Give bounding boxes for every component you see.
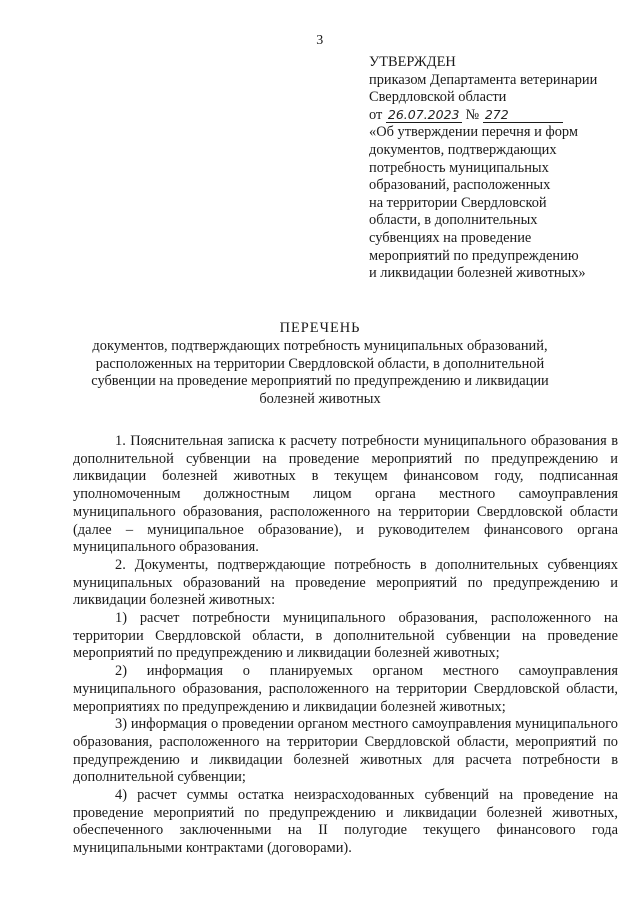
approval-subject-line: потребность муниципальных — [369, 159, 549, 176]
number-sign: № — [465, 106, 480, 123]
handwritten-number: 272 — [483, 108, 563, 123]
approval-subject-line: на территории Свердловской — [369, 194, 547, 211]
list-item-2: 2) информация о планируемых органом местного самоуправления муниципального образования, расположенного на территории Свердловской области, мероприятиях по предупреждению и ликвидации болезней животных; — [73, 663, 618, 715]
approval-block — [369, 54, 619, 283]
handwritten-date: 26.07.2023 — [386, 108, 462, 123]
heading-subtitle-line: субвенции на проведение мероприятий по предупреждению и ликвидации — [91, 373, 549, 390]
approval-title: УТВЕРЖДЕН — [369, 54, 456, 70]
document-heading — [70, 320, 570, 408]
approval-subject-line: образований, расположенных — [369, 177, 551, 194]
list-item-3: 3) информация о проведении органом местного самоуправления муниципального образования, расположенного на территории Свердловской области, мероприятий по предупреждению и ликвидации болезней животных для расчета потребности в дополнительной субвенции; — [73, 716, 618, 786]
heading-subtitle-line: болезней животных — [259, 390, 381, 407]
approval-date-line — [369, 107, 619, 125]
approval-subject-line: «Об утверждении перечня и форм — [369, 124, 579, 141]
list-item-4: 4) расчет суммы остатка неизрасходованных субвенций на проведение на проведение мероприятий по предупреждению и ликвидации болезней животных, обеспеченного заключенными на II полугодие текущего финансового года муниципальными контрактами (договорами). — [73, 787, 618, 857]
list-item-1: 1) расчет потребности муниципального образования, расположенного на территории Свердловской области, в дополнительной субвенции на проведение мероприятий по предупреждению и ликвидации болезней животных; — [73, 610, 618, 662]
heading-subtitle-line: расположенных на территории Свердловской области, в дополнительной — [95, 355, 545, 372]
approval-subject-line: и ликвидации болезней животных» — [369, 265, 586, 282]
document-body — [73, 433, 618, 858]
page-number: 3 — [316, 33, 324, 48]
paragraph-2: 2. Документы, подтверждающие потребность в дополнительных субвенциях муниципальных образований на проведение мероприятий по предупреждению и ликвидации болезней животных: — [73, 556, 618, 609]
approval-subject-line: области, в дополнительных — [369, 212, 538, 229]
approval-subject-line: мероприятий по предупреждению — [369, 247, 579, 264]
approval-subject-line: субвенциях на проведение — [369, 229, 532, 246]
approval-line-1: приказом Департамента ветеринарии — [369, 71, 598, 88]
heading-subtitle-line: документов, подтверждающих потребность муниципальных образований, — [92, 338, 548, 355]
heading-title: ПЕРЕЧЕНЬ — [279, 320, 361, 336]
date-prefix: от — [369, 106, 383, 123]
approval-line-2: Свердловской области — [369, 89, 507, 106]
paragraph-1: 1. Пояснительная записка к расчету потребности муниципального образования в дополнительной субвенции на проведение мероприятий по предупреждению и ликвидации болезней животных в текущем финансовом году, подписанная уполномоченным должностным лицом органа местного самоуправления муниципального образования, расположенного на территории Свердловской области (далее – муниципальное образование), и руководителем финансового органа муниципального образования. — [73, 433, 618, 556]
approval-subject-line: документов, подтверждающих — [369, 141, 557, 158]
